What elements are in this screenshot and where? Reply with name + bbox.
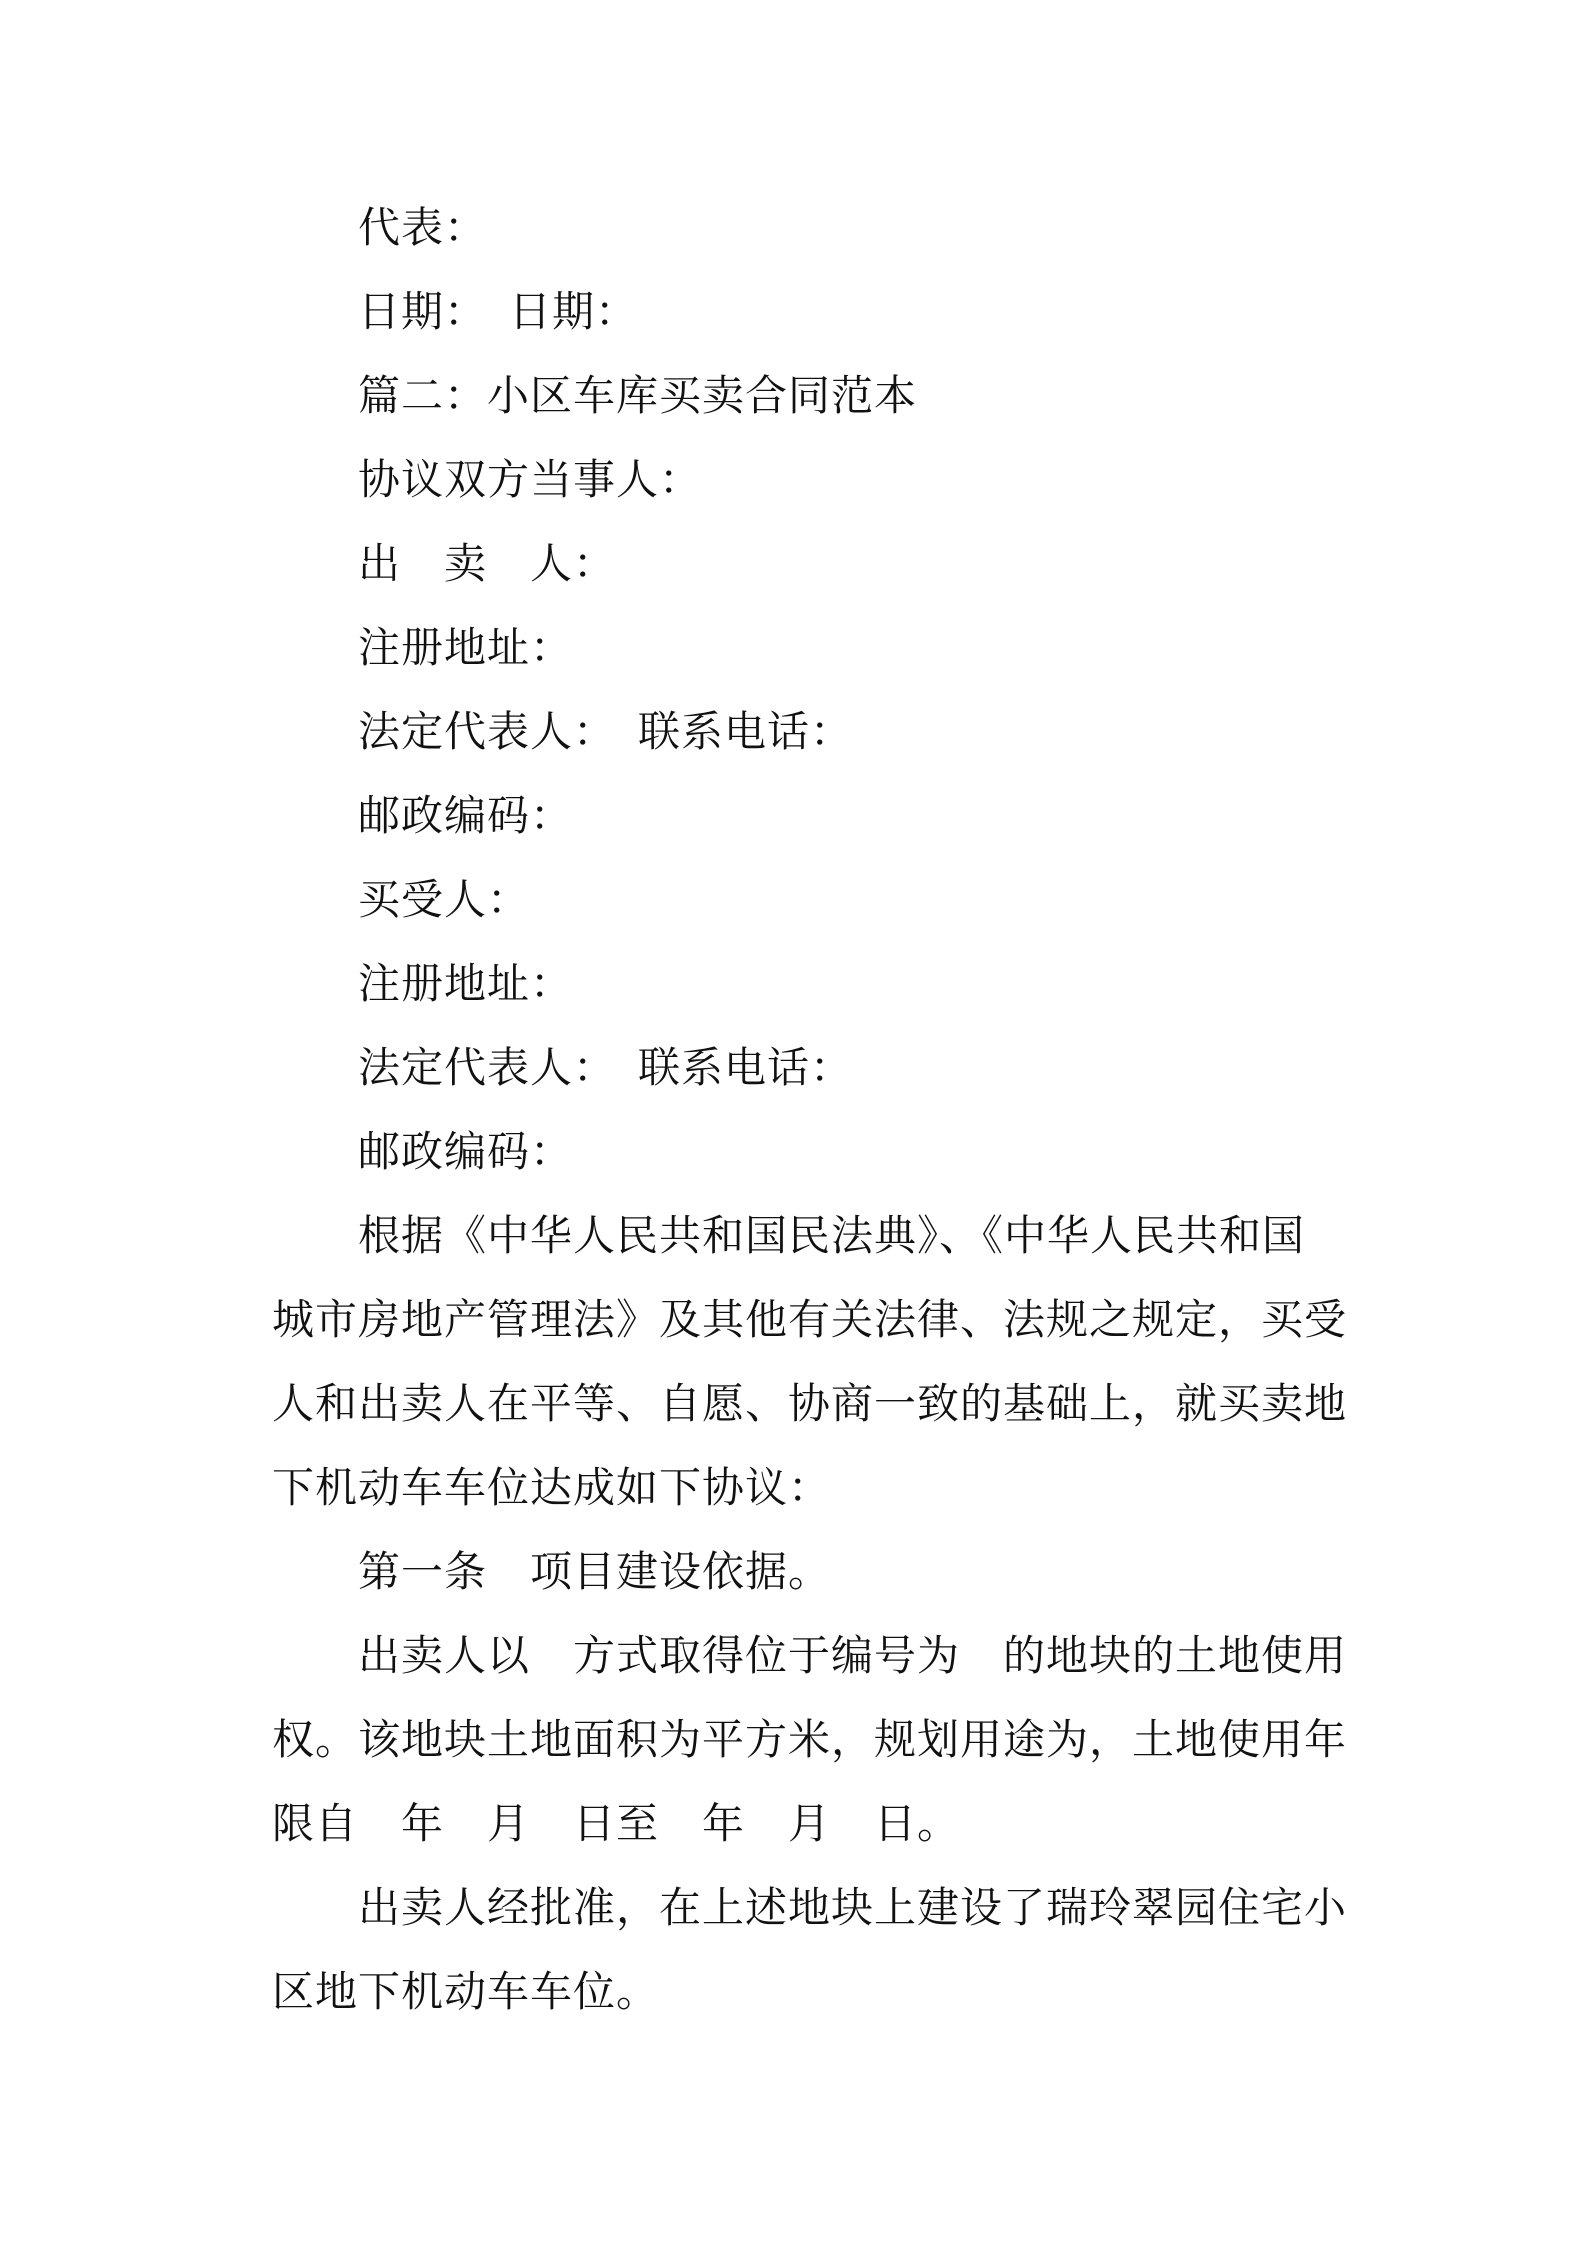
buyer-postcode-line: 邮政编码： (358, 1127, 574, 1176)
article-one-heading: 第一条 项目建设依据。 (358, 1547, 832, 1596)
date-line: 日期： 日期： (358, 287, 639, 336)
seller-representative-line: 法定代表人： 联系电话： (358, 707, 854, 756)
land-paragraph-line-3: 限自 年 月 日至 年 月 日。 (272, 1799, 961, 1848)
land-paragraph-line-2: 权。该地块土地面积为平方米，规划用途为，土地使用年 (272, 1715, 1348, 1764)
representative-line: 代表： (358, 203, 488, 252)
seller-line: 出 卖 人： (358, 539, 617, 588)
basis-paragraph-line-3: 人和出卖人在平等、自愿、协商一致的基础上，就买卖地 (272, 1379, 1348, 1428)
basis-paragraph-line-4: 下机动车车位达成如下协议： (272, 1463, 832, 1512)
buyer-address-line: 注册地址： (358, 959, 574, 1008)
basis-paragraph-line-2: 城市房地产管理法》及其他有关法律、法规之规定，买受 (272, 1295, 1348, 1344)
section-title: 篇二：小区车库买卖合同范本 (358, 371, 918, 420)
seller-address-line: 注册地址： (358, 623, 574, 672)
parties-heading: 协议双方当事人： (358, 455, 703, 504)
seller-postcode-line: 邮政编码： (358, 791, 574, 840)
buyer-line: 买受人： (358, 875, 531, 924)
construction-paragraph-line-1: 出卖人经批准，在上述地块上建设了瑞玲翠园住宅小 (358, 1883, 1348, 1932)
land-paragraph-line-1: 出卖人以 方式取得位于编号为 的地块的土地使用 (358, 1631, 1348, 1680)
buyer-representative-line: 法定代表人： 联系电话： (358, 1043, 854, 1092)
construction-paragraph-line-2: 区地下机动车车位。 (272, 1967, 660, 2016)
basis-paragraph-line-1: 根据《中华人民共和国民法典》、《中华人民共和国 (358, 1211, 1306, 1260)
